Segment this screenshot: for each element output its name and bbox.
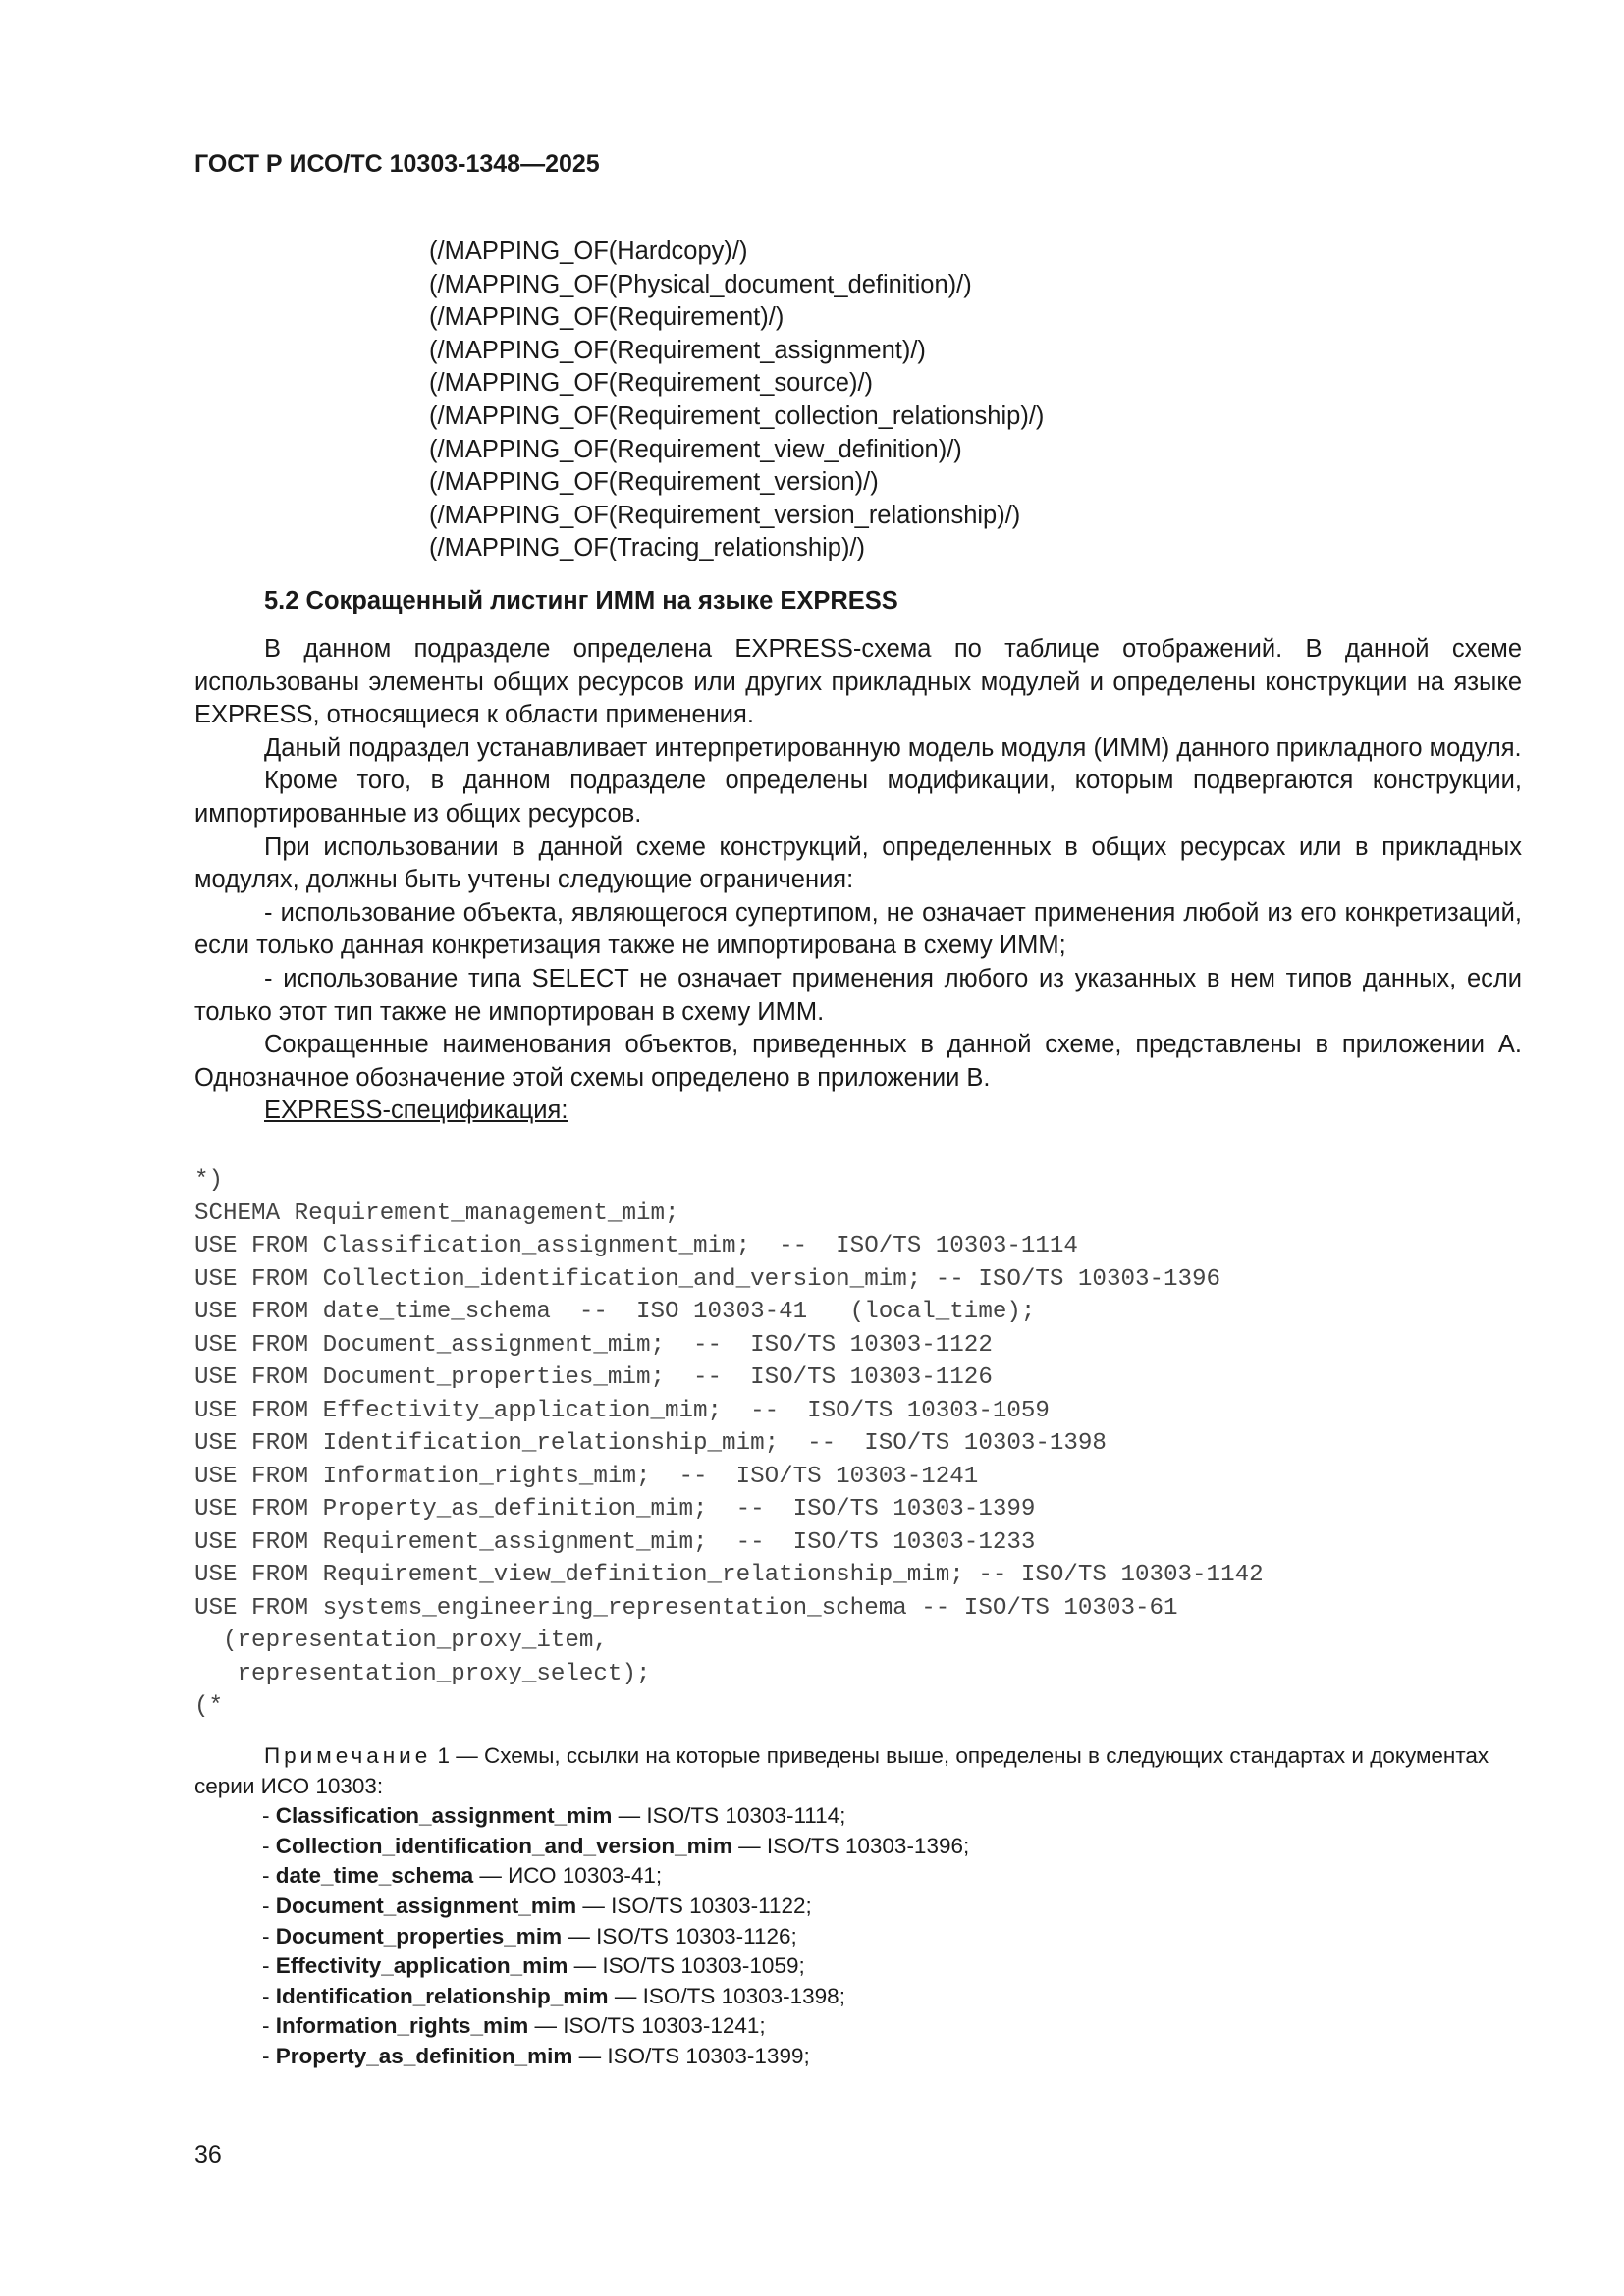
schema-name: Collection_identification_and_version_mim (275, 1833, 732, 1858)
code-line: (representation_proxy_item, (194, 1628, 608, 1654)
code-line: SCHEMA Requirement_management_mim; (194, 1200, 679, 1227)
note-list-item: - Information_rights_mim — ISO/TS 10303-1241; (262, 2013, 766, 2039)
schema-reference: — ИСО 10303-41; (473, 1863, 663, 1889)
code-line: *) (194, 1167, 224, 1194)
schema-name: Identification_relationship_mim (275, 1983, 609, 2008)
paragraph: В данном подразделе определена EXPRESS-схема по таблице отображений. В данной схеме использованы элементы общих ресурсов или других прикладных модулей и определены конструкции на языке EXPRESS, относящиеся к области применения. (194, 635, 1522, 729)
paragraph: Кроме того, в данном подразделе определены модификации, которым подвергаются конструкции, импортированные из общих ресурсов. (194, 767, 1522, 828)
schema-reference: — ISO/TS 10303-1122; (576, 1893, 812, 1918)
schema-reference: — ISO/TS 10303-1396; (731, 1833, 970, 1858)
code-line: USE FROM Document_assignment_mim; -- ISO/TS 10303-1122 (194, 1331, 993, 1359)
document-header: ГОСТ Р ИСО/ТС 10303-1348—2025 (194, 150, 600, 178)
schema-reference: — ISO/TS 10303-1114; (612, 1803, 846, 1829)
note-list-item: - Document_assignment_mim — ISO/TS 10303-1122; (262, 1893, 812, 1918)
note-body: 1 — Схемы, ссылки на которые приведены выше, определены в следующих стандартах и документах серии ИСО 10303: (194, 1743, 1489, 1798)
mapping-line: (/MAPPING_OF(Physical_document_definition)/) (429, 270, 972, 298)
code-line: representation_proxy_select); (194, 1660, 651, 1687)
paragraph: - использование типа SELECT не означает применения любого из указанных в нем типов данных, если только этот тип также не импортирован в схему ИММ. (194, 964, 1522, 1026)
note-list-item: - Identification_relationship_mim — ISO/TS 10303-1398; (262, 1983, 845, 2008)
code-line: USE FROM Requirement_assignment_mim; -- ISO/TS 10303-1233 (194, 1528, 1036, 1556)
note-list-item: - Effectivity_application_mim — ISO/TS 10303-1059; (262, 1953, 805, 1979)
schema-reference: — ISO/TS 10303-1399; (572, 2043, 810, 2068)
schema-reference: — ISO/TS 10303-1059; (568, 1953, 805, 1979)
section-title: 5.2 Сокращенный листинг ИММ на языке EXPRESS (264, 587, 898, 614)
code-line: USE FROM date_time_schema -- ISO 10303-41 (local_time); (194, 1299, 1036, 1325)
note-list-item: - Collection_identification_and_version_mim — ISO/TS 10303-1396; (262, 1833, 970, 1858)
mapping-line: (/MAPPING_OF(Requirement_assignment)/) (429, 336, 926, 364)
schema-reference: — ISO/TS 10303-1398; (608, 1983, 845, 2008)
code-line: USE FROM Identification_relationship_mim; -- ISO/TS 10303-1398 (194, 1430, 1107, 1457)
schema-name: Classification_assignment_mim (275, 1803, 613, 1829)
code-line: USE FROM Property_as_definition_mim; -- ISO/TS 10303-1399 (194, 1496, 1036, 1522)
mapping-line: (/MAPPING_OF(Requirement_collection_relationship)/) (429, 401, 1045, 430)
schema-name: date_time_schema (275, 1863, 474, 1889)
schema-name: Effectivity_application_mim (275, 1953, 568, 1979)
mapping-line: (/MAPPING_OF(Requirement)/) (429, 303, 785, 332)
mapping-line: (/MAPPING_OF(Requirement_source)/) (429, 369, 874, 398)
code-line: USE FROM systems_engineering_representation_schema -- ISO/TS 10303-61 (194, 1594, 1178, 1622)
schema-reference: — ISO/TS 10303-1241; (528, 2013, 766, 2039)
code-line: USE FROM Effectivity_application_mim; -- ISO/TS 10303-1059 (194, 1397, 1050, 1424)
schema-name: Document_properties_mim (275, 1923, 563, 1949)
code-line: USE FROM Document_properties_mim; -- ISO/TS 10303-1126 (194, 1364, 993, 1391)
mapping-list (429, 236, 1044, 565)
note-list-item: - date_time_schema — ИСО 10303-41; (262, 1863, 663, 1889)
schema-reference: — ISO/TS 10303-1126; (562, 1923, 797, 1949)
schema-name: Document_assignment_mim (275, 1893, 577, 1918)
note-list-item: - Document_properties_mim — ISO/TS 10303-1126; (262, 1923, 797, 1949)
body-text (194, 633, 1522, 1128)
express-spec-label-row (194, 1095, 1522, 1128)
page-number: 36 (194, 2141, 222, 2168)
schema-name: Property_as_definition_mim (275, 2043, 573, 2068)
paragraph: - использование объекта, являющегося супертипом, не означает применения любой из его конкретизаций, если только данная конкретизация также не импортирована в схему ИММ; (194, 898, 1522, 960)
code-line: USE FROM Information_rights_mim; -- ISO/TS 10303-1241 (194, 1463, 979, 1490)
mapping-line: (/MAPPING_OF(Requirement_view_definition)/) (429, 435, 962, 463)
note-list-item: - Classification_assignment_mim — ISO/TS 10303-1114; (262, 1803, 846, 1829)
mapping-line: (/MAPPING_OF(Requirement_version)/) (429, 468, 879, 497)
schema-name: Information_rights_mim (275, 2013, 529, 2039)
mapping-line: (/MAPPING_OF(Hardcopy)/) (429, 238, 748, 265)
express-code-block (194, 1164, 1264, 1724)
note-list-item: - Property_as_definition_mim — ISO/TS 10303-1399; (262, 2043, 810, 2068)
mapping-line: (/MAPPING_OF(Requirement_version_relationship)/) (429, 501, 1021, 529)
note-text (194, 1741, 1522, 1801)
note (194, 1741, 1522, 2072)
note-list (194, 1801, 1522, 2071)
code-line: USE FROM Requirement_view_definition_relationship_mim; -- ISO/TS 10303-1142 (194, 1562, 1264, 1588)
paragraph: Даный подраздел устанавливает интерпретированную модель модуля (ИММ) данного прикладного модуля. (264, 733, 1522, 762)
express-spec-label: EXPRESS-спецификация: (264, 1096, 568, 1125)
code-line: (* (194, 1693, 224, 1720)
code-line: USE FROM Classification_assignment_mim; -- ISO/TS 10303-1114 (194, 1233, 1078, 1259)
paragraph: Сокращенные наименования объектов, приведенных в данной схеме, представлены в приложении А. Однозначное обозначение этой схемы определено в приложении В. (194, 1031, 1522, 1092)
mapping-line: (/MAPPING_OF(Tracing_relationship)/) (429, 534, 866, 562)
paragraph: При использовании в данной схеме конструкций, определенных в общих ресурсах или в прикладных модулях, должны быть учтены следующие ограничения: (194, 832, 1522, 894)
code-line: USE FROM Collection_identification_and_version_mim; -- ISO/TS 10303-1396 (194, 1265, 1221, 1293)
note-label: Примечание (264, 1743, 432, 1768)
